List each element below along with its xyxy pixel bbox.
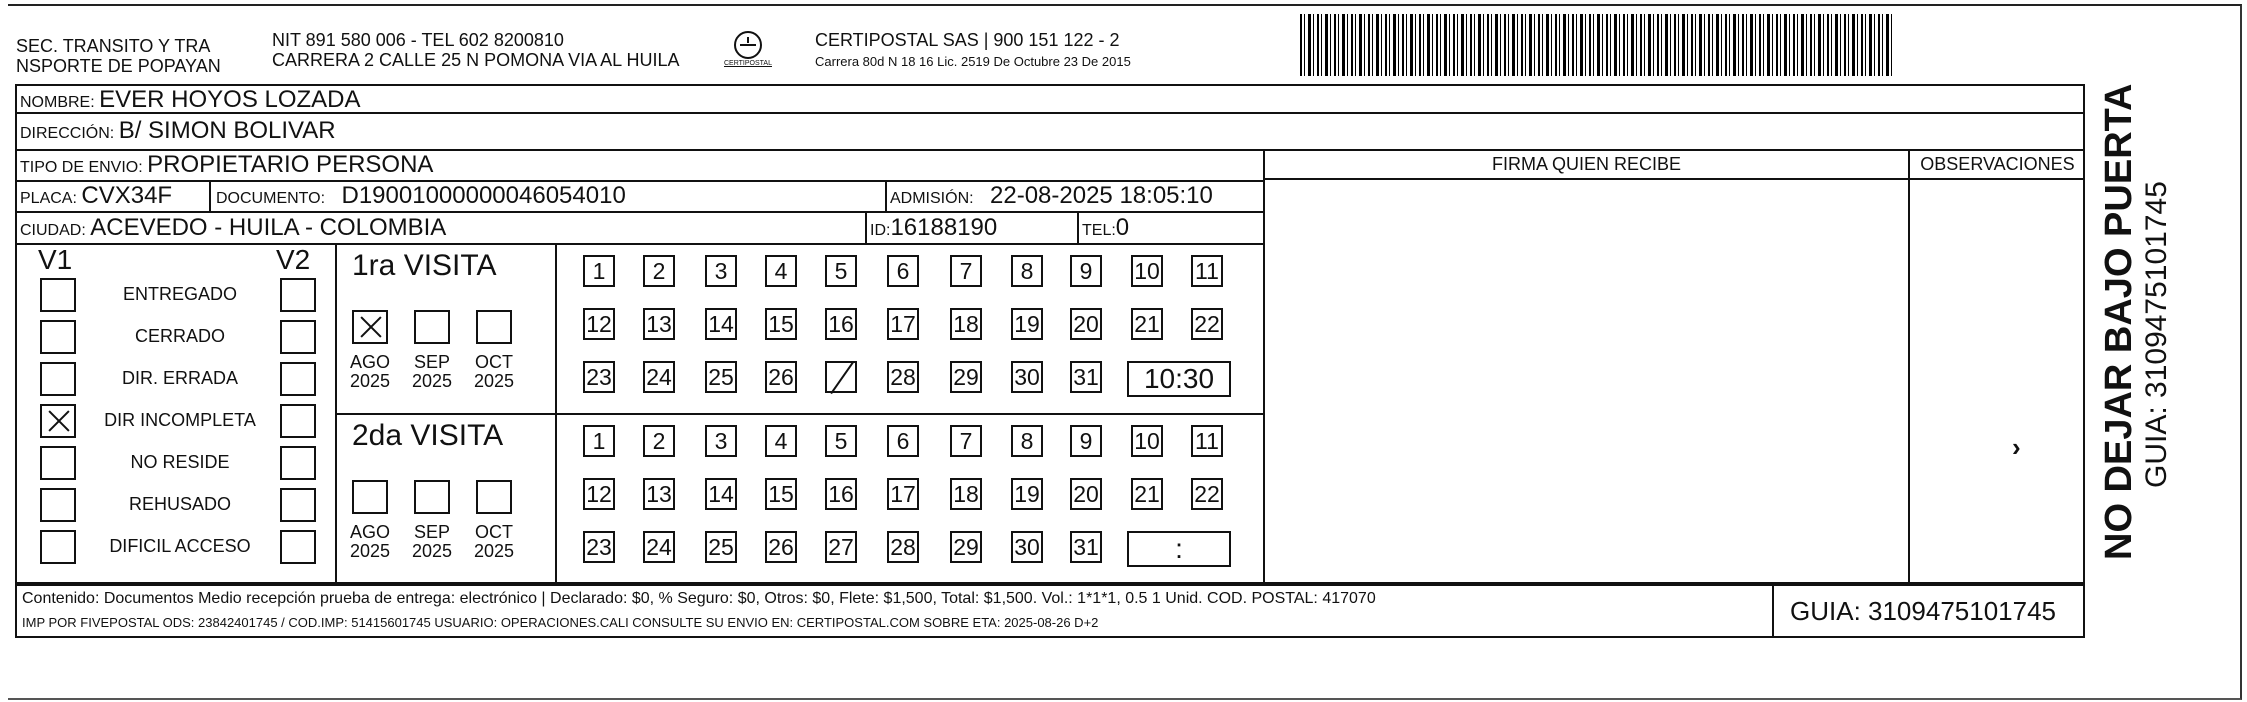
day-box[interactable]: 30 — [1011, 531, 1043, 563]
month-checkbox[interactable] — [352, 310, 388, 344]
admision-value: 22-08-2025 18:05:10 — [990, 182, 1213, 209]
day-box[interactable]: 23 — [583, 531, 615, 563]
day-box[interactable]: 24 — [643, 361, 675, 393]
day-box[interactable]: 14 — [705, 308, 737, 340]
day-box[interactable]: 30 — [1011, 361, 1043, 393]
admision-label: ADMISIÓN: — [890, 190, 974, 207]
v1-checkbox[interactable] — [40, 488, 76, 522]
day-box[interactable]: 16 — [825, 478, 857, 510]
day-box[interactable]: 16 — [825, 308, 857, 340]
tipo-label: TIPO DE ENVIO: — [20, 159, 143, 176]
day-box[interactable]: 12 — [583, 478, 615, 510]
day-box[interactable]: 29 — [950, 531, 982, 563]
direccion-value: B/ SIMON BOLIVAR — [118, 117, 336, 144]
day-box[interactable]: 15 — [765, 478, 797, 510]
placa-value: CVX34F — [81, 182, 173, 209]
day-box[interactable]: 3 — [705, 425, 737, 457]
day-box[interactable]: 4 — [765, 425, 797, 457]
logo-text: CERTIPOSTAL — [724, 60, 772, 67]
month-year: 2025 — [411, 371, 453, 391]
sender-info — [272, 30, 680, 70]
status-label: CERRADO — [134, 326, 225, 346]
month-label — [470, 523, 518, 561]
day-box[interactable]: 31 — [1070, 361, 1102, 393]
day-box[interactable]: 22 — [1191, 478, 1223, 510]
time-box[interactable]: : — [1127, 531, 1231, 567]
company-address: Carrera 80d N 18 16 Lic. 2519 De Octubre 23 De 2015 — [815, 54, 1131, 69]
day-box[interactable]: 4 — [765, 255, 797, 287]
v2-checkbox[interactable] — [280, 488, 316, 522]
month-checkbox[interactable] — [352, 480, 388, 514]
status-label: NO RESIDE — [130, 452, 230, 472]
day-box[interactable]: 15 — [765, 308, 797, 340]
v1-checkbox[interactable] — [40, 362, 76, 396]
day-box[interactable]: 26 — [765, 531, 797, 563]
observaciones-header: OBSERVACIONES — [1920, 154, 2075, 174]
v2-checkbox[interactable] — [280, 446, 316, 480]
month-year: 2025 — [349, 371, 391, 391]
footer-guia: GUIA: 3109475101745 — [1790, 596, 2056, 626]
sender — [16, 36, 221, 76]
v1-checkbox[interactable] — [40, 278, 76, 312]
tel-label: TEL: — [1082, 222, 1116, 239]
day-box[interactable]: 21 — [1131, 308, 1163, 340]
status-label: ENTREGADO — [122, 284, 237, 304]
row-ciudad — [20, 214, 446, 242]
v2-checkbox[interactable] — [280, 278, 316, 312]
day-box[interactable]: 2 — [643, 255, 675, 287]
row-placa — [20, 182, 172, 210]
day-box[interactable]: 10 — [1131, 255, 1163, 287]
company-info — [815, 30, 1131, 70]
id-value: 16188190 — [890, 214, 998, 241]
row-nombre — [20, 86, 361, 114]
month-name: OCT — [475, 522, 513, 542]
month-name: AGO — [349, 522, 390, 542]
row-id — [870, 214, 997, 242]
day-box[interactable]: 18 — [950, 478, 982, 510]
day-box[interactable]: 26 — [765, 361, 797, 393]
direccion-label: DIRECCIÓN: — [20, 125, 115, 142]
v1-checkbox[interactable] — [40, 320, 76, 354]
day-box[interactable]: 5 — [825, 255, 857, 287]
placa-label: PLACA: — [20, 190, 77, 207]
day-box[interactable]: 17 — [887, 478, 919, 510]
day-box[interactable]: 9 — [1070, 255, 1102, 287]
day-box[interactable]: 31 — [1070, 531, 1102, 563]
logo-icon — [718, 28, 778, 74]
row-documento — [216, 182, 626, 210]
barcode — [1300, 14, 1895, 76]
day-box[interactable]: 2 — [643, 425, 675, 457]
month-year: 2025 — [473, 541, 515, 561]
visit-title: 1ra VISITA — [352, 249, 497, 282]
day-box[interactable]: 8 — [1011, 255, 1043, 287]
visit-title: 2da VISITA — [352, 419, 504, 452]
day-box[interactable]: 29 — [950, 361, 982, 393]
sender-line-2: NSPORTE DE POPAYAN — [16, 56, 221, 76]
v1-checkbox[interactable] — [40, 446, 76, 480]
day-box[interactable]: 1 — [583, 425, 615, 457]
v1-checkbox[interactable] — [40, 530, 76, 564]
sender-address: CARRERA 2 CALLE 25 N POMONA VIA AL HUILA — [272, 50, 680, 70]
day-box[interactable]: 13 — [643, 308, 675, 340]
status-label: DIR. ERRADA — [121, 368, 238, 388]
day-box[interactable]: 6 — [887, 425, 919, 457]
day-box[interactable]: 13 — [643, 478, 675, 510]
day-box[interactable]: 21 — [1131, 478, 1163, 510]
side-guia: GUIA: 3109475101745 — [2140, 181, 2173, 488]
month-label — [408, 523, 456, 561]
ciudad-value: ACEVEDO - HUILA - COLOMBIA — [90, 214, 447, 241]
month-label — [408, 353, 456, 391]
day-box[interactable]: 7 — [950, 255, 982, 287]
time-box[interactable]: 10:30 — [1127, 361, 1231, 397]
footer-imp: IMP POR FIVEPOSTAL ODS: 23842401745 / COD.IMP: 51415601745 USUARIO: OPERACIONES.CALI CONSULTE SU ENVIO EN: CERTIPOSTAL.COM SOBRE ETA: 2025-08-26 D+2 — [22, 615, 1099, 630]
firma-header: FIRMA QUIEN RECIBE — [1491, 154, 1682, 174]
month-year: 2025 — [411, 541, 453, 561]
day-box[interactable]: 14 — [705, 478, 737, 510]
day-box[interactable]: 20 — [1070, 308, 1102, 340]
day-box[interactable]: 19 — [1011, 478, 1043, 510]
month-checkbox[interactable] — [476, 310, 512, 344]
row-tel — [1082, 214, 1129, 242]
v2-checkbox[interactable] — [280, 320, 316, 354]
day-box[interactable]: 1 — [583, 255, 615, 287]
observaciones-mark: › — [2012, 432, 2021, 462]
day-box[interactable]: 11 — [1191, 425, 1223, 457]
day-box[interactable]: 9 — [1070, 425, 1102, 457]
documento-label: DOCUMENTO: — [216, 190, 326, 207]
day-box[interactable]: 28 — [887, 531, 919, 563]
row-admision — [890, 182, 1213, 210]
day-box[interactable]: 27 — [825, 531, 857, 563]
day-box[interactable]: 23 — [583, 361, 615, 393]
nombre-label: NOMBRE: — [20, 94, 95, 111]
month-label — [470, 353, 518, 391]
v2-checkbox[interactable] — [280, 530, 316, 564]
footer-contenido: Contenido: Documentos Medio recepción prueba de entrega: electrónico | Declarado: $0, % Seguro: $0, Otros: $0, Flete: $1,500, Total: $1,500. Vol.: 1*1*1, 0.5 1 Unid. COD. POSTAL: 417070 — [22, 590, 1376, 607]
v2-checkbox[interactable] — [280, 362, 316, 396]
month-checkbox[interactable] — [476, 480, 512, 514]
tel-value: 0 — [1115, 214, 1130, 241]
v2-label: V2 — [276, 244, 311, 275]
day-box[interactable]: 11 — [1191, 255, 1223, 287]
company-name: CERTIPOSTAL SAS | 900 151 122 - 2 — [815, 30, 1120, 50]
ciudad-label: CIUDAD: — [20, 222, 86, 239]
month-name: SEP — [413, 522, 451, 542]
nit-tel: NIT 891 580 006 - TEL 602 8200810 — [272, 30, 564, 50]
status-label: DIR INCOMPLETA — [104, 410, 256, 430]
month-label — [346, 353, 394, 391]
day-box[interactable]: 5 — [825, 425, 857, 457]
month-name: AGO — [349, 352, 390, 372]
day-box[interactable]: 7 — [950, 425, 982, 457]
day-box[interactable]: 10 — [1131, 425, 1163, 457]
day-box[interactable]: 24 — [643, 531, 675, 563]
status-label: REHUSADO — [128, 494, 231, 514]
day-box[interactable]: 28 — [887, 361, 919, 393]
day-box[interactable]: 22 — [1191, 308, 1223, 340]
month-checkbox[interactable] — [414, 310, 450, 344]
month-name: OCT — [475, 352, 513, 372]
certipostal-logo — [718, 28, 778, 74]
v2-checkbox[interactable] — [280, 404, 316, 438]
tipo-value: PROPIETARIO PERSONA — [147, 151, 434, 178]
day-box[interactable]: 17 — [887, 308, 919, 340]
row-direccion — [20, 117, 336, 145]
month-checkbox[interactable] — [414, 480, 450, 514]
day-box[interactable]: 8 — [1011, 425, 1043, 457]
day-box[interactable]: 6 — [887, 255, 919, 287]
side-notice: NO DEJAR BAJO PUERTA — [2098, 83, 2140, 560]
documento-value: D19001000000046054010 — [341, 182, 626, 209]
v1-label: V1 — [38, 244, 73, 275]
month-year: 2025 — [349, 541, 391, 561]
day-box[interactable]: 25 — [705, 531, 737, 563]
nombre-value: EVER HOYOS LOZADA — [99, 86, 361, 113]
month-name: SEP — [413, 352, 451, 372]
day-box[interactable]: 20 — [1070, 478, 1102, 510]
day-box[interactable]: 25 — [705, 361, 737, 393]
row-tipo — [20, 151, 433, 179]
day-box[interactable]: 19 — [1011, 308, 1043, 340]
day-box[interactable]: 12 — [583, 308, 615, 340]
sender-line-1: SEC. TRANSITO Y TRA — [16, 36, 211, 56]
day-box[interactable]: 3 — [705, 255, 737, 287]
status-label: DIFICIL ACCESO — [109, 536, 251, 556]
day-box[interactable] — [825, 361, 857, 393]
v1-checkbox[interactable] — [40, 404, 76, 438]
month-year: 2025 — [473, 371, 515, 391]
id-label: ID: — [870, 222, 891, 239]
day-box[interactable]: 18 — [950, 308, 982, 340]
month-label — [346, 523, 394, 561]
